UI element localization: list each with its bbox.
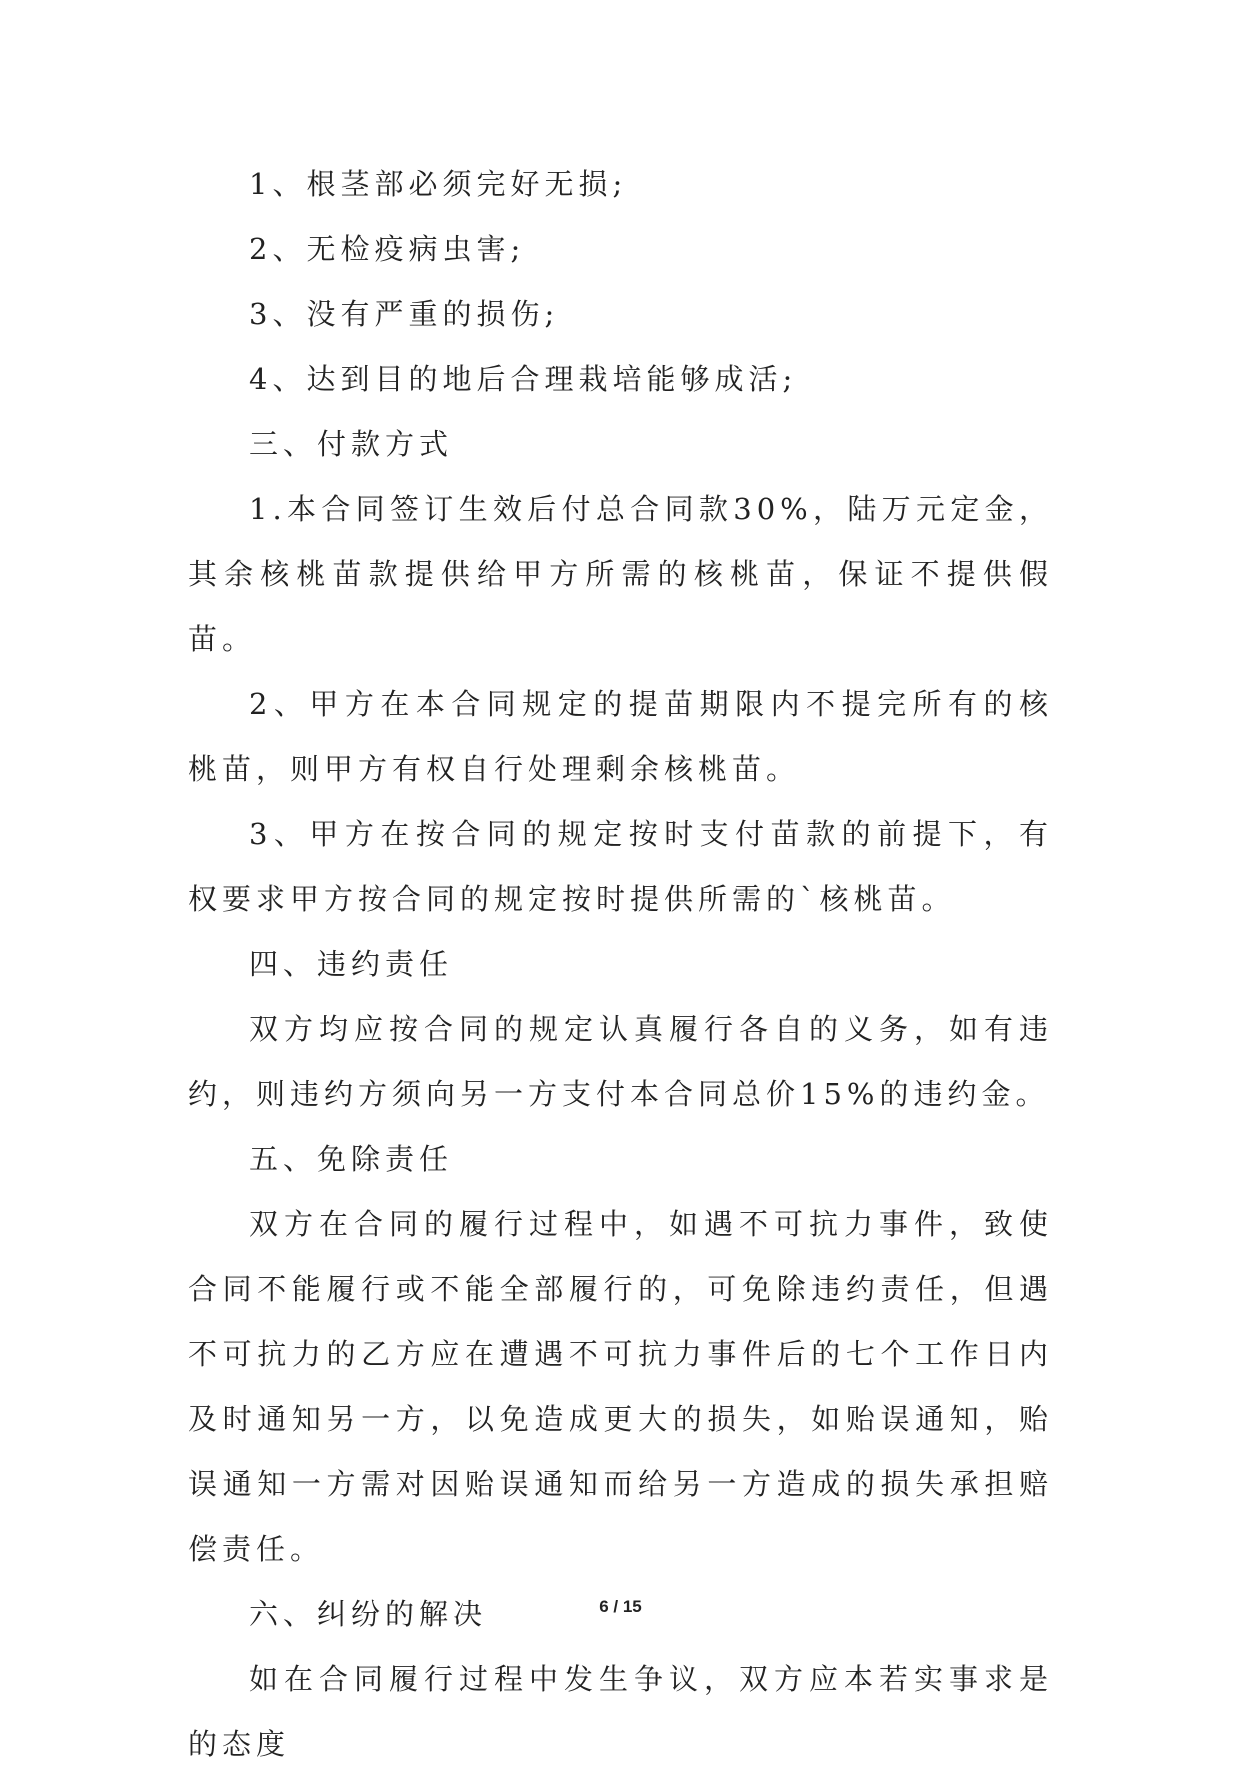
list-item-1: 1、根茎部必须完好无损; xyxy=(249,167,628,201)
dispute-clause: 如在合同履行过程中发生争议，双方应本若实事求是的态度 xyxy=(188,1662,1053,1761)
list-item-2: 2、无检疫病虫害; xyxy=(249,232,526,266)
section-heading-exemption: 五、免除责任 xyxy=(249,1142,454,1176)
list-item-4: 4、达到目的地后合理栽培能够成活; xyxy=(249,362,798,396)
payment-clause-1: 1.本合同签订生效后付总合同款30%，陆万元定金，其余核桃苗款提供给甲方所需的核桃苗，保证不提供假苗。 xyxy=(188,492,1053,656)
list-item-3: 3、没有严重的损伤; xyxy=(249,297,560,331)
section-heading-payment: 三、付款方式 xyxy=(249,427,454,461)
section-heading-breach: 四、违约责任 xyxy=(249,947,454,981)
section-heading-dispute: 六、纠纷的解决 xyxy=(249,1597,488,1631)
payment-clause-3: 3、甲方在按合同的规定按时支付苗款的前提下，有权要求甲方按合同的规定按时提供所需的`核桃苗。 xyxy=(188,817,1053,916)
breach-clause: 双方均应按合同的规定认真履行各自的义务，如有违约，则违约方须向另一方支付本合同总价15%的违约金。 xyxy=(188,1012,1053,1111)
document-body xyxy=(188,152,1053,1777)
exemption-clause: 双方在合同的履行过程中，如遇不可抗力事件，致使合同不能履行或不能全部履行的，可免除违约责任，但遇不可抗力的乙方应在遭遇不可抗力事件后的七个工作日内及时通知另一方，以免造成更大的损失，如贻误通知，贻误通知一方需对因贻误通知而给另一方造成的损失承担赔偿责任。 xyxy=(188,1207,1053,1566)
page-number: 6 / 15 xyxy=(599,1597,642,1616)
payment-clause-2: 2、甲方在本合同规定的提苗期限内不提完所有的核桃苗，则甲方有权自行处理剩余核桃苗。 xyxy=(188,687,1053,786)
